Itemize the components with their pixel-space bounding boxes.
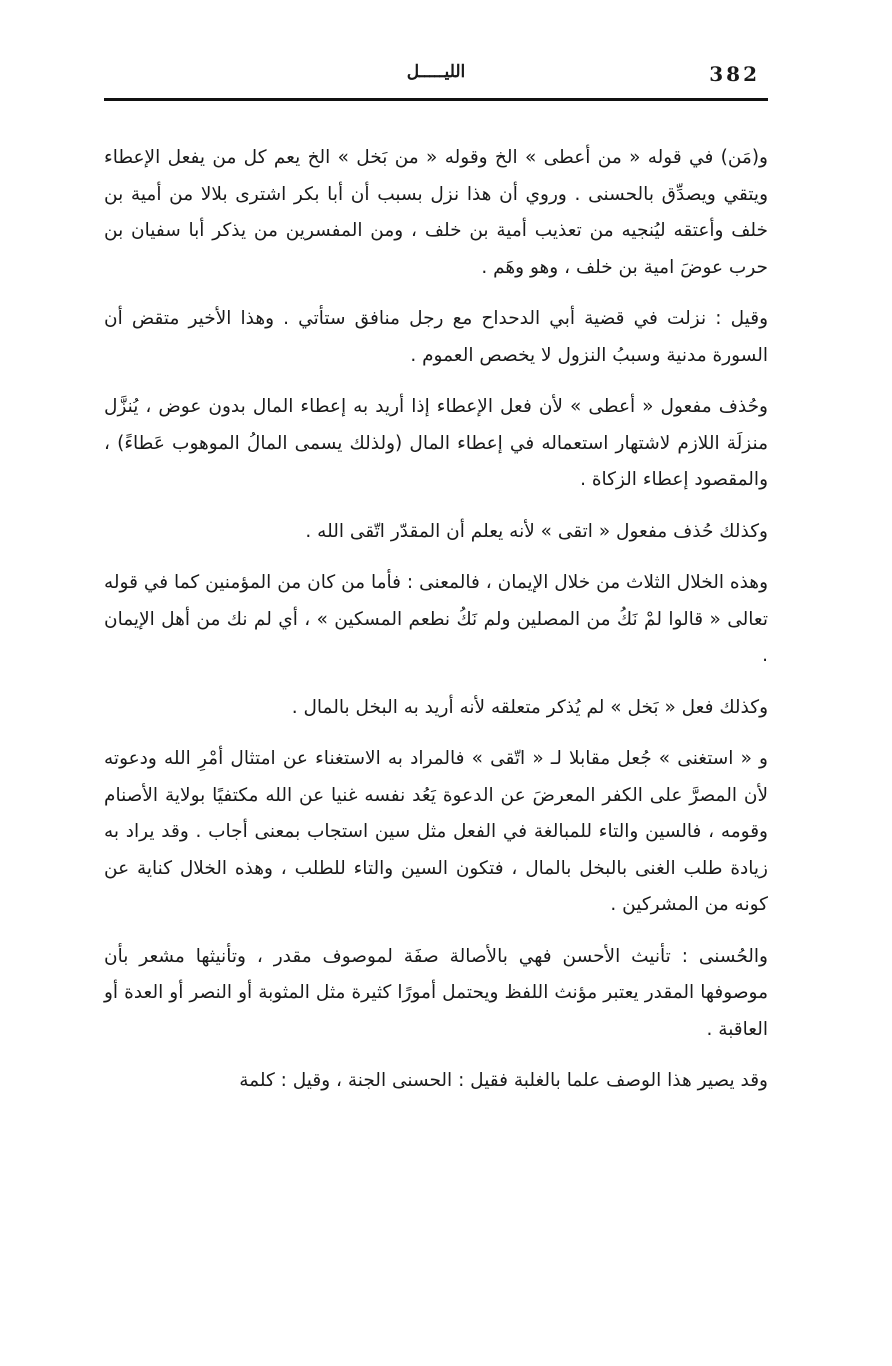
paragraph: وكذلك فعل « بَخل » لم يُذكر متعلقه لأنه أريد به البخل بالمال . [291,696,768,718]
page-number: 382 [709,62,760,86]
paragraph: وقيل : نزلت في قضية أبي الدحداح مع رجل منافق ستأتي . وهذا الأخير متقض أن السورة مدنية وسببُ النزول لا يخصص العموم . [104,308,768,366]
paragraph: وكذلك حُذف مفعول « اتقى » لأنه يعلم أن المقدّر اتّقى الله . [305,520,768,542]
body-text [104,140,768,1115]
paragraph: والحُسنى : تأنيث الأحسن فهي بالأصالة صفَة لموصوف مقدر ، وتأنيثها مشعر بأن موصوفها المقدر يعتبر مؤنث اللفظ ويحتمل أمورًا كثيرة مثل المثوبة أو النصر أو العدة أو العاقبة . [104,945,768,1040]
paragraph: و « استغنى » جُعل مقابلا لـ « اتّقى » فالمراد به الاستغناء عن امتثال أمْرِ الله ودعوته لأن المصرَّ على الكفر المعرضَ عن الدعوة يَعُد نفسه غنيا عن الله مكتفيًا بولاية الأصنام وقومه ، فالسين والتاء للمبالغة في الفعل مثل سين استجاب بمعنى أجاب . وقد يراد به زيادة طلب الغنى بالبخل بالمال ، فتكون السين والتاء للطلب ، وهذه الخلال كناية عن كونه من المشركين . [104,748,768,915]
header-divider [104,98,768,101]
paragraph: وقد يصير هذا الوصف علما بالغلبة فقيل : الحسنى الجنة ، وقيل : كلمة [239,1070,768,1091]
surah-title: الليـــــل [406,62,466,82]
paragraph: وحُذف مفعول « أعطى » لأن فعل الإعطاء إذا أريد به إعطاء المال بدون عوض ، يُنزَّل منزلَة اللازم لاشتهار استعماله في إعطاء المال (ولذلك يسمى المالُ الموهوب عَطاءً) ، والمقصود إعطاء الزكاة . [104,396,768,490]
page-header [104,56,768,98]
paragraph: وهذه الخلال الثلاث من خلال الإيمان ، فالمعنى : فأما من كان من المؤمنين كما في قوله تعالى « قالوا لمْ نَكُ من المصلين ولم نَكُ نطعم المسكين » ، أي لم نك من أهل الإيمان . [104,572,768,666]
paragraph: و(مَن) في قوله « من أعطى » الخ وقوله « من بَخل » الخ يعم كل من يفعل الإعطاء ويتقي ويصدِّق بالحسنى . وروي أن هذا نزل بسبب أن أبا بكر اشترى بلالا من أمية بن خلف وأعتقه ليُنجيه من تعذيب أمية بن خلف ، ومن المفسرين من يذكر أبا سفيان بن حرب عوضَ امية بن خلف ، وهو وهَم . [104,147,768,278]
